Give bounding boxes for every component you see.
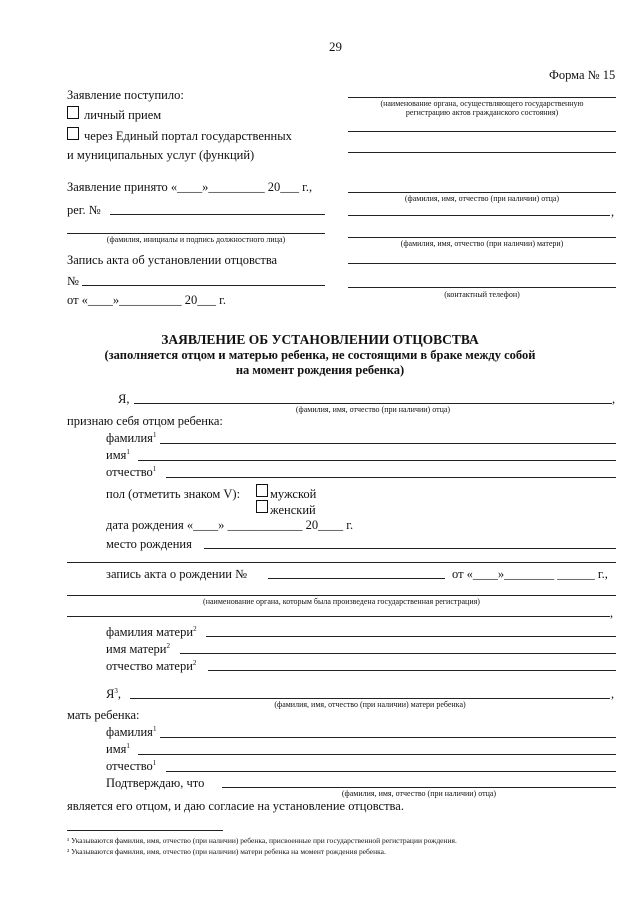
portal-label-1: через Единый портал государственных: [84, 129, 292, 143]
record-date-label: от «____»__________ 20___ г.: [67, 293, 227, 307]
confirm-father-field[interactable]: [222, 787, 616, 788]
mother-surname-field[interactable]: [206, 636, 616, 637]
confirm-label: Подтверждаю, что: [106, 776, 205, 790]
mother-caption-header: (фамилия, имя, отчество (при наличии) матери): [400, 239, 564, 248]
father-caption: (фамилия, имя, отчество (при наличии) отца): [295, 405, 451, 414]
portal-checkbox[interactable]: [67, 127, 79, 140]
child-surname-label: фамилия$^1$: [106, 430, 157, 445]
ya-label: Я,: [118, 392, 130, 406]
ya-comma: ,: [612, 392, 616, 406]
record-number-field[interactable]: [82, 285, 325, 286]
mother-child-patronymic-field[interactable]: [166, 771, 616, 772]
mother-full-name-field[interactable]: [130, 698, 610, 699]
child-name-label: имя$^1$: [106, 447, 130, 462]
footnote-divider: [67, 830, 223, 831]
reg-number-field[interactable]: [110, 214, 325, 215]
sex-label: пол (отметить знаком V):: [106, 487, 241, 501]
male-checkbox[interactable]: [256, 484, 268, 497]
male-label: мужской: [270, 487, 317, 501]
footnote-1: ¹ Указываются фамилия, имя, отчество (при наличии) ребенка, присвоенные при государственной регистрации рождения.: [67, 836, 457, 845]
registry-authority-caption: (наименование органа, которым была произведена государственная регистрация): [203, 597, 480, 606]
form-subtitle-2: на момент рождения ребенка): [235, 363, 405, 377]
authority-caption-2: регистрацию актов гражданского состояния): [405, 108, 559, 117]
mother-child-patronymic-label: отчество$^1$: [106, 758, 157, 773]
father-name-field[interactable]: [134, 403, 612, 404]
reg-label: рег. №: [67, 203, 101, 217]
ya3-comma: ,: [611, 687, 615, 701]
mother-field[interactable]: [348, 237, 616, 238]
father-field-2[interactable]: [348, 215, 610, 216]
mother-name-field[interactable]: [180, 653, 616, 654]
mother-child-surname-label: фамилия$^1$: [106, 724, 157, 739]
mother-child-name-label: имя$^1$: [106, 741, 130, 756]
received-label: Заявление поступило:: [67, 88, 184, 102]
child-name-field[interactable]: [138, 460, 616, 461]
form-label: Форма № 15: [549, 68, 616, 82]
authority-caption-1: (наименование органа, осуществляющего государственную: [380, 99, 584, 108]
child-surname-field[interactable]: [160, 443, 616, 444]
birth-place-field-2[interactable]: [67, 562, 616, 563]
birth-record-label: запись акта о рождении №: [106, 567, 248, 581]
personal-checkbox[interactable]: [67, 106, 79, 119]
page-number: 29: [329, 39, 342, 54]
mother-child-name-field[interactable]: [138, 754, 616, 755]
birth-place-label: место рождения: [106, 537, 192, 551]
father-comma: ,: [611, 205, 615, 219]
authority-field-2[interactable]: [348, 131, 616, 132]
portal-label-2: и муниципальных услуг (функций): [67, 148, 255, 162]
phone-caption: (контактный телефон): [444, 290, 520, 299]
mother-field-2[interactable]: [348, 263, 616, 264]
form-subtitle-1: (заполняется отцом и матерью ребенка, не состоящими в браке между собой: [104, 348, 536, 362]
father-caption-header: (фамилия, имя, отчество (при наличии) отца): [404, 194, 560, 203]
mother-name-label: имя матери$^2$: [106, 641, 170, 656]
registry-authority-field[interactable]: [67, 595, 616, 596]
child-patronymic-field[interactable]: [166, 477, 616, 478]
footnote-2: ² Указываются фамилия, имя, отчество (при наличии) матери ребенка на момент рождения ребенка.: [67, 847, 386, 856]
mother-patronymic-field[interactable]: [208, 670, 616, 671]
female-checkbox[interactable]: [256, 500, 268, 513]
form-title: ЗАЯВЛЕНИЕ ОБ УСТАНОВЛЕНИИ ОТЦОВСТВА: [161, 332, 479, 347]
recognize-label: признаю себя отцом ребенка:: [67, 414, 223, 428]
birth-record-date: от «____»________ ______ г.,: [452, 567, 608, 581]
child-mother-label: мать ребенка:: [67, 708, 140, 722]
child-patronymic-label: отчество$^1$: [106, 464, 157, 479]
record-label: Запись акта об установлении отцовства: [67, 253, 278, 267]
birth-record-field[interactable]: [268, 578, 445, 579]
confirm-father-caption: (фамилия, имя, отчество (при наличии) отца): [341, 789, 497, 798]
mother-child-surname-field[interactable]: [160, 737, 616, 738]
official-caption: (фамилия, инициалы и подпись должностного лица): [106, 235, 286, 244]
registry-comma: ,: [610, 606, 614, 620]
consent-text: является его отцом, и даю согласие на установление отцовства.: [67, 799, 404, 813]
mother-surname-label: фамилия матери$^2$: [106, 624, 197, 639]
registry-authority-field-2[interactable]: [67, 616, 610, 617]
father-field[interactable]: [348, 192, 616, 193]
birth-date-label: дата рождения «____» ____________ 20____ г.: [106, 518, 354, 532]
mother-patronymic-label: отчество матери$^2$: [106, 658, 197, 673]
ya3-label: $Я^3$,: [106, 686, 121, 701]
personal-label: личный прием: [84, 108, 162, 122]
authority-field[interactable]: [348, 97, 616, 98]
birth-place-field[interactable]: [204, 548, 616, 549]
record-no-label: №: [67, 274, 79, 288]
accepted-label: Заявление принято «____»_________ 20___ г.,: [67, 180, 313, 194]
official-signature-field[interactable]: [67, 233, 325, 234]
phone-field[interactable]: [348, 287, 616, 288]
female-label: женский: [270, 503, 316, 517]
mother-full-name-caption: (фамилия, имя, отчество (при наличии) матери ребенка): [274, 700, 466, 709]
authority-field-3[interactable]: [348, 152, 616, 153]
